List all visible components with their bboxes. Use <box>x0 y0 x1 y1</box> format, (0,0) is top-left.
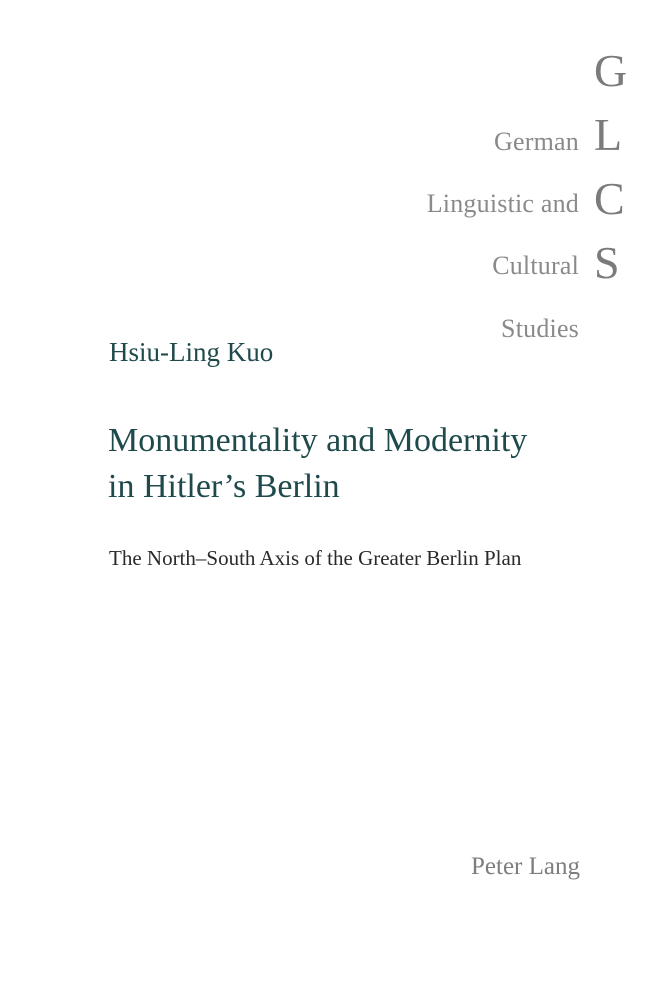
book-title-line-1: Monumentality and Modernity <box>108 422 528 459</box>
series-word-studies: Studies <box>501 314 579 343</box>
series-letter-l: L <box>594 109 623 160</box>
series-word-linguistic: Linguistic and <box>426 189 579 218</box>
series-word-cultural: Cultural <box>492 251 579 280</box>
series-word-german: German <box>494 127 579 156</box>
book-title <box>108 418 628 510</box>
series-letter-c: C <box>594 173 625 224</box>
author-name: Hsiu-Ling Kuo <box>109 337 274 367</box>
publisher-name: Peter Lang <box>471 853 580 880</box>
series-letter-g: G <box>594 45 628 96</box>
book-title-line-2: in Hitler’s Berlin <box>108 468 340 505</box>
series-letter-s: S <box>594 237 620 288</box>
book-subtitle: The North–South Axis of the Greater Berlin Plan <box>109 546 522 570</box>
